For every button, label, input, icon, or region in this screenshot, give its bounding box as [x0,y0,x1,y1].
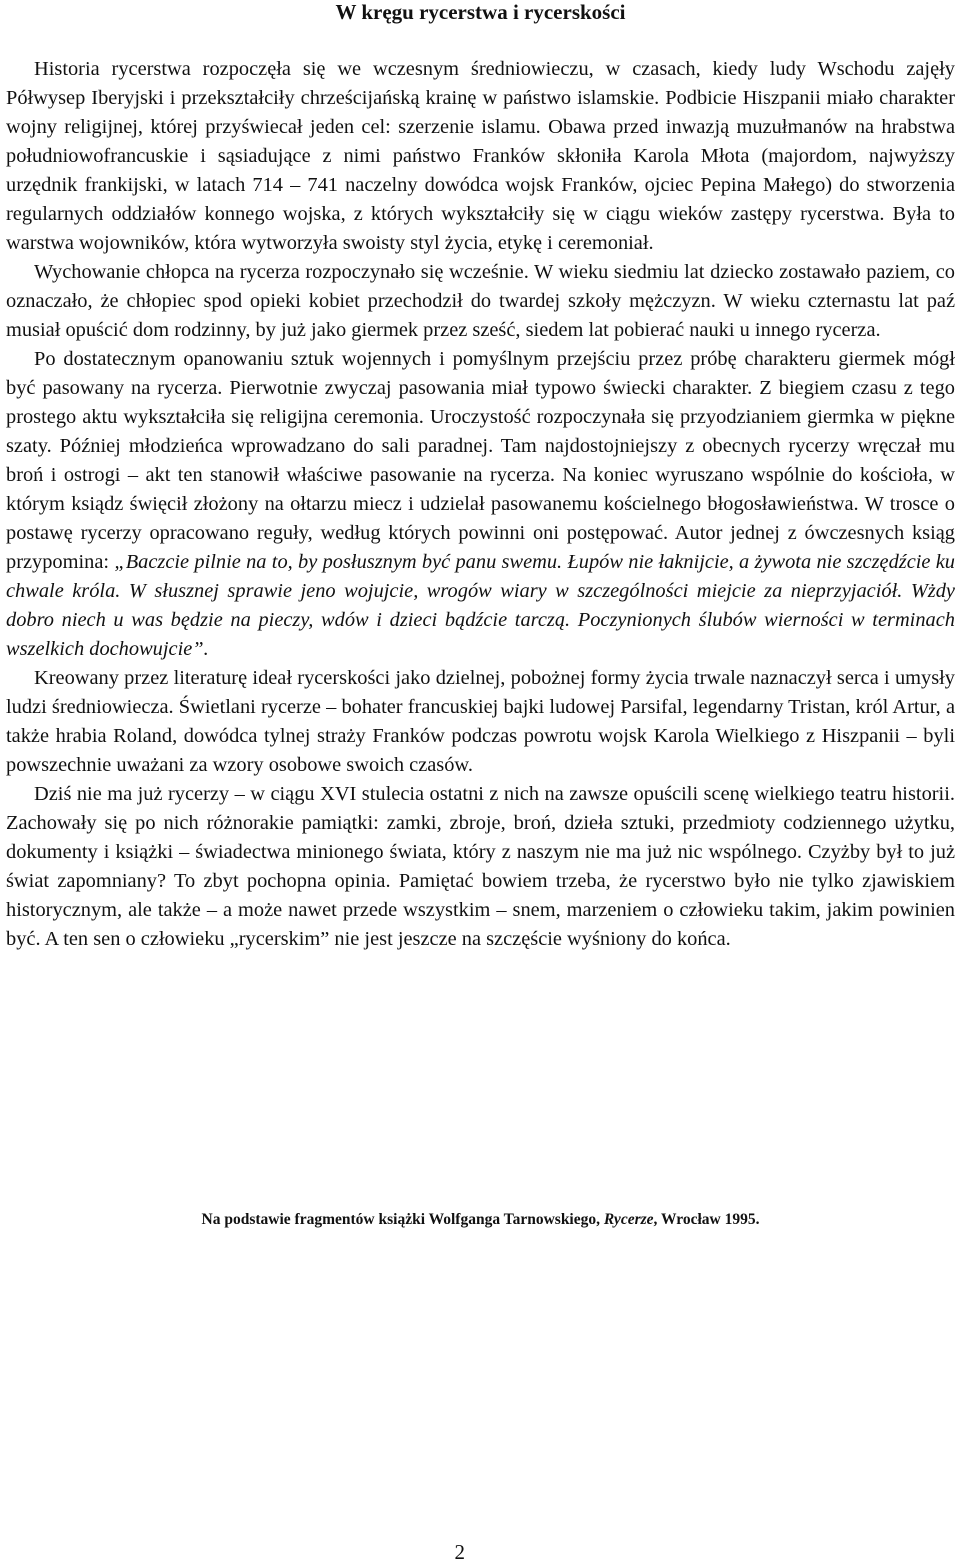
paragraph-4: Kreowany przez literaturę ideał rycerskości jako dzielnej, pobożnej formy życia trwale naznaczył serca i umysły ludzi średniowiecza. Świetlani rycerze – bohater francuskiej bajki ludowej Parsifal, legendarny Tristan, król Artur, a także hrabia Roland, dowódca tylnej straży Franków podczas powrotu wojsk Karola Wielkiego z Hiszpanii – byli powszechnie uważani za wzory osobowe swoich czasów. [6,667,955,776]
document-page [6,0,955,1565]
source-prefix: Na podstawie fragmentów książki Wolfganga Tarnowskiego, [201,1211,604,1228]
paragraph-3-quote: „Baczcie pilnie na to, by posłusznym być panu swemu. Łupów nie łaknijcie, a żywota nie szczędźcie ku chwale króla. W słusznej sprawie jeno wojujcie, wrogów wiary w szczególności miejcie za nieprzyjaciół. Wżdy dobro niech u was będzie na pieczy, wdów i dzieci bądźcie tarczą. Poczynionych ślubów wierności w terminach wszelkich dochowujcie”. [6,551,955,660]
source-book-title: Rycerze [603,1211,654,1228]
source-citation [6,1208,955,1232]
paragraph-3 [6,345,955,664]
paragraph-5: Dziś nie ma już rycerzy – w ciągu XVI stulecia ostatni z nich na zawsze opuścili scenę wielkiego teatru historii. Zachowały się po nich różnorakie pamiątki: zamki, zbroje, broń, dzieła sztuki, przedmioty codziennego użytku, dokumenty i książki – świadectwa minionego świata, który z naszym nie ma już nic wspólnego. Czyżby był to już świat zapomniany? To zbyt pochopna opinia. Pamiętać bowiem trzeba, że rycerstwo było nie tylko zjawiskiem historycznym, ale także – a może nawet przede wszystkim – snem, marzeniem o człowieku takim, jakim powinien być. A ten sen o człowieku „rycerskim” nie jest jeszcze na szczęście wyśniony do końca. [6,783,955,950]
paragraph-2: Wychowanie chłopca na rycerza rozpoczynało się wcześnie. W wieku siedmiu lat dziecko zostawało paziem, co oznaczało, że chłopiec spod opieki kobiet przechodził do twardej szkoły mężczyzn. W wieku czternastu lat paź musiał opuścić dom rodzinny, by już jako giermek przez sześć, siedem lat pobierać nauki u innego rycerza. [6,261,955,341]
source-suffix: , Wrocław 1995. [653,1211,760,1228]
paragraph-1: Historia rycerstwa rozpoczęła się we wczesnym średniowieczu, w czasach, kiedy ludy Wschodu zajęły Półwysep Iberyjski i przekształciły chrześcijańską krainę w państwo islamskie. Podbicie Hiszpanii miało charakter wojny religijnej, której przyświecał jeden cel: szerzenie islamu. Obawa przed inwazją muzułmanów na hrabstwa południowofrancuskie i sąsiadujące z nimi państwo Franków skłoniła Karola Młota (majordom, najwyższy urzędnik frankijski, w latach 714 – 741 naczelny dowódca wojsk Franków, ojciec Pepina Małego) do stworzenia regularnych oddziałów konnego wojska, z których wykształciły się w ciągu wieków zastępy rycerstwa. Była to warstwa wojowników, która wytworzyła swoisty styl życia, etykę i ceremoniał. [6,58,955,254]
article-body [6,55,955,954]
page-title: W kręgu rycerstwa i rycerskości [335,0,626,24]
page-number-value: 2 [454,1540,465,1564]
paragraph-3-text: Po dostatecznym opanowaniu sztuk wojennych i pomyślnym przejściu przez próbę charakteru giermek mógł być pasowany na rycerza. Pierwotnie zwyczaj pasowania miał typowo świecki charakter. Z biegiem czasu z tego prostego aktu wykształciła się religijna ceremonia. Uroczystość rozpoczynała się przyodzianiem giermka w piękne szaty. Później młodzieńca wprowadzano do sali paradnej. Tam najdostojniejszy z obecnych rycerzy wręczał mu broń i ostrogi – akt ten stanowił właściwe pasowanie na rycerza. Na koniec wyruszano wspólnie do kościoła, w którym ksiądz święcił złożony na ołtarzu miecz i udzielał pasowanemu kościelnego błogosławieństwa. W trosce o postawę rycerzy opracowano reguły, według których powinni oni postępować. Autor jednej z ówczesnych ksiąg przypomina: [6,348,955,573]
page-number [6,1540,955,1564]
